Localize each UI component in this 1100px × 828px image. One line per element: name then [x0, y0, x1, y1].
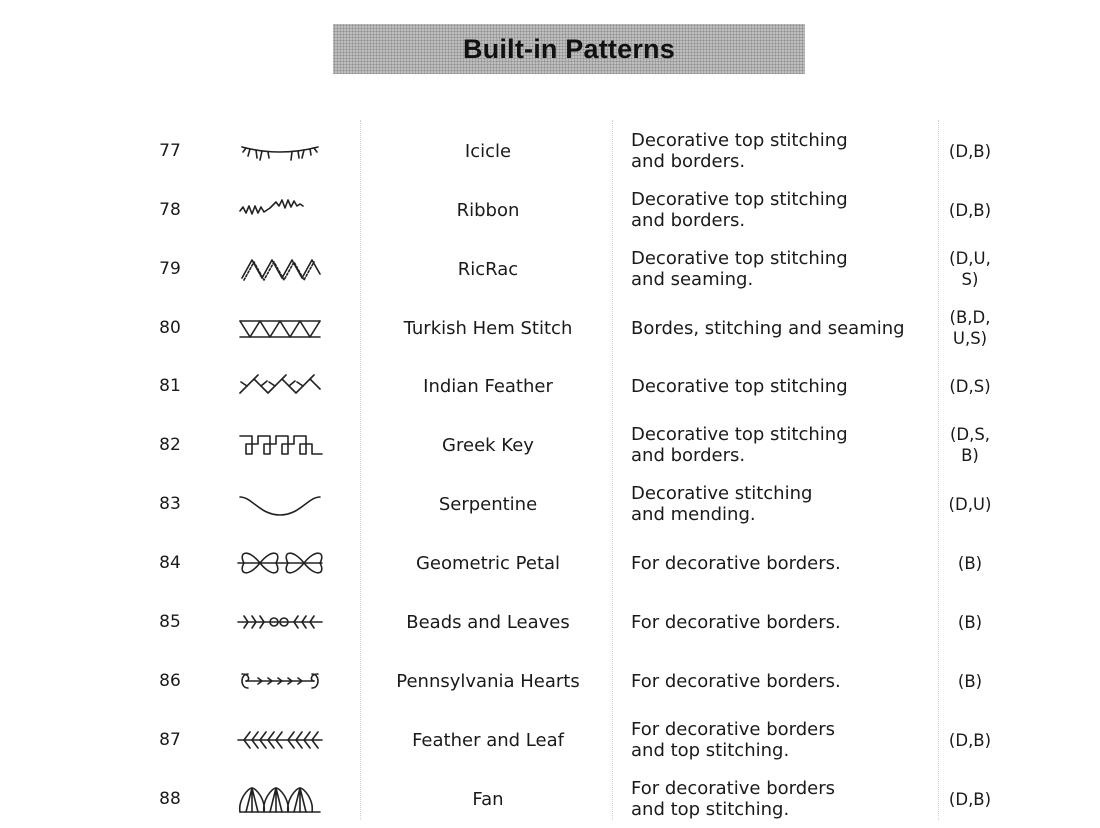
pattern-code: (B): [957, 612, 983, 632]
pattern-number: 82: [159, 435, 181, 455]
table-row: [0, 122, 1100, 180]
pattern-name: Icicle: [464, 140, 512, 162]
icicle-stitch-icon: [230, 122, 330, 180]
pattern-name: Pennsylvania Hearts: [396, 670, 580, 692]
page-title-banner: [333, 24, 805, 74]
pattern-name: Beads and Leaves: [406, 611, 570, 633]
pattern-name: Geometric Petal: [415, 552, 561, 574]
pattern-number: 81: [159, 376, 181, 396]
table-row: [0, 770, 1100, 828]
pattern-description: [631, 416, 931, 474]
pattern-description: [631, 475, 931, 533]
pattern-description-text: Bordes, stitching and seaming: [631, 317, 905, 339]
pattern-description-text: For decorative borders.: [631, 552, 841, 574]
geometric-petal-stitch-icon: [230, 534, 330, 592]
table-row: [0, 652, 1100, 710]
pattern-name: Turkish Hem Stitch: [403, 317, 573, 339]
pattern-description-text: Decorative top stitching and borders.: [631, 130, 848, 172]
pattern-number: 80: [159, 318, 181, 338]
beads-and-leaves-stitch-icon: [230, 593, 330, 651]
pattern-number: 87: [159, 730, 181, 750]
pattern-number: 77: [159, 141, 181, 161]
pattern-description-text: Decorative top stitching and seaming.: [631, 248, 848, 290]
table-row: [0, 181, 1100, 239]
table-row: [0, 534, 1100, 592]
pattern-description: [631, 593, 931, 651]
pattern-number: 78: [159, 200, 181, 220]
pattern-description-text: For decorative borders and top stitching.: [631, 778, 835, 820]
pattern-description-text: Decorative stitching and mending.: [631, 483, 813, 525]
pattern-number: 79: [159, 259, 181, 279]
pattern-description-text: For decorative borders and top stitching.: [631, 719, 835, 761]
table-row: [0, 475, 1100, 533]
pattern-description: [631, 357, 931, 415]
pattern-description: [631, 181, 931, 239]
pattern-code: (D,S, B): [949, 425, 991, 465]
pattern-description: [631, 122, 931, 180]
pattern-description: [631, 240, 931, 298]
pattern-code: (D,U, S): [949, 249, 991, 289]
pattern-number: 88: [159, 789, 181, 809]
pattern-name: Feather and Leaf: [412, 729, 564, 751]
pattern-code: (D,B): [948, 200, 992, 220]
turkish-hem-stitch-icon: [230, 299, 330, 357]
pattern-number: 83: [159, 494, 181, 514]
table-row: [0, 240, 1100, 298]
pattern-description: [631, 711, 931, 769]
greek-key-stitch-icon: [230, 416, 330, 474]
table-row: [0, 593, 1100, 651]
pattern-description-text: Decorative top stitching and borders.: [631, 189, 848, 231]
pattern-description: [631, 770, 931, 828]
pattern-number: 85: [159, 612, 181, 632]
pattern-name: RicRac: [457, 258, 519, 280]
pattern-description: [631, 534, 931, 592]
pattern-code: (D,B): [948, 141, 992, 161]
pattern-code: (D,S): [949, 376, 991, 396]
pattern-description: [631, 299, 931, 357]
pattern-number: 84: [159, 553, 181, 573]
pattern-description-text: Decorative top stitching and borders.: [631, 424, 848, 466]
pattern-code: (D,B): [948, 730, 992, 750]
pattern-code: (B): [957, 671, 983, 691]
table-row: [0, 711, 1100, 769]
table-row: [0, 357, 1100, 415]
pattern-code: (B,D, U,S): [949, 308, 991, 348]
pattern-name: Serpentine: [438, 493, 538, 515]
serpentine-stitch-icon: [230, 475, 330, 533]
ricrac-stitch-icon: [230, 240, 330, 298]
pattern-description-text: Decorative top stitching: [631, 375, 848, 397]
indian-feather-stitch-icon: [230, 357, 330, 415]
ribbon-stitch-icon: [230, 181, 330, 239]
pattern-name: Fan: [472, 788, 504, 810]
page-title: Built-in Patterns: [463, 33, 675, 64]
feather-and-leaf-stitch-icon: [230, 711, 330, 769]
pattern-description: [631, 652, 931, 710]
table-row: [0, 416, 1100, 474]
pattern-name: Ribbon: [456, 199, 520, 221]
pattern-number: 86: [159, 671, 181, 691]
pattern-name: Indian Feather: [423, 375, 553, 397]
pattern-code: (D,B): [948, 789, 992, 809]
pattern-description-text: For decorative borders.: [631, 611, 841, 633]
pattern-code: (B): [957, 553, 983, 573]
pattern-code: (D,U): [948, 494, 992, 514]
pattern-description-text: For decorative borders.: [631, 670, 841, 692]
pattern-name: Greek Key: [442, 434, 534, 456]
table-row: [0, 299, 1100, 357]
pennsylvania-hearts-stitch-icon: [230, 652, 330, 710]
fan-stitch-icon: [230, 770, 330, 828]
